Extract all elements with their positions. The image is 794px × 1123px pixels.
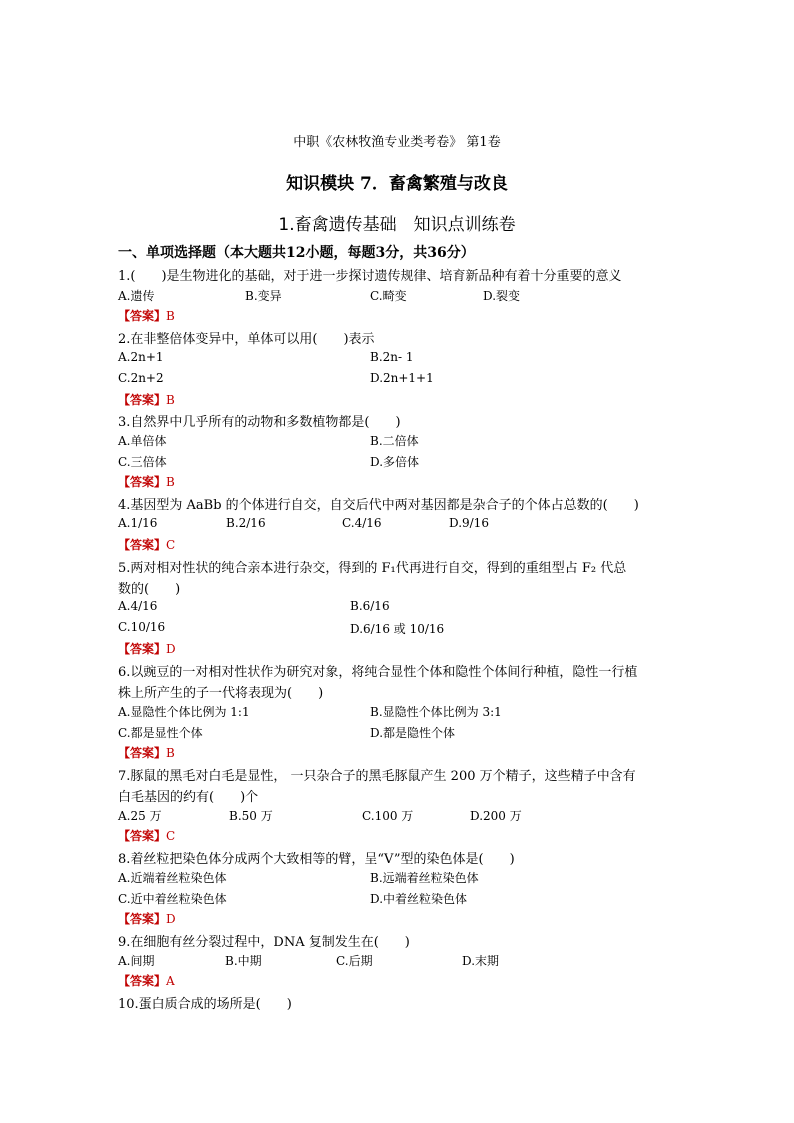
answer-label: 【答案】 [118,475,167,489]
question-stem-continued: 白毛基因的约有( )个 [118,790,259,805]
option-d: D.6/16 或 10/16 [350,622,445,636]
question-stem-continued: 株上所产生的子一代将表现为( ) [118,686,324,701]
answer-label: 【答案】 [118,746,167,760]
option-d: D.中着丝粒染色体 [370,892,468,906]
answer-label: 【答案】 [118,829,167,843]
option-a: A.2n+1 [118,350,164,364]
option-b: B.50 万 [229,809,273,823]
answer-line [118,391,175,408]
answer-label: 【答案】 [118,309,167,323]
section-heading: 一、单项选择题（本大题共12小题，每题3分，共36分） [118,245,475,261]
answer-line [118,910,176,927]
option-a: A.遗传 [118,289,155,303]
option-d: D.都是隐性个体 [370,726,456,740]
question-stem: 4.基因型为 AaBb 的个体进行自交，自交后代中两对基因都是杂合子的个体占总数的( ) [118,498,639,513]
question-stem: 3.自然界中几乎所有的动物和多数植物都是( ) [118,415,401,430]
option-b: B.显隐性个体比例为 3:1 [370,705,502,719]
option-c: C.后期 [336,954,373,968]
answer-line [118,972,175,989]
answer-line [118,744,175,761]
option-d: D.裂变 [483,289,521,303]
question-stem: 1.( )是生物进化的基础，对于进一步探讨遗传规律、培育新品种有着十分重要的意义 [118,269,622,284]
answer-value: B [166,309,175,323]
option-a: A.4/16 [118,599,158,613]
option-b: B.二倍体 [370,434,419,448]
option-c: C.10/16 [118,620,166,634]
answer-line [118,473,175,490]
option-d: D.9/16 [449,516,489,530]
answer-value: C [166,538,176,552]
question-stem-continued: 数的( ) [118,582,181,597]
answer-value: B [166,393,175,407]
option-a: A.1/16 [118,516,158,530]
answer-value: C [166,829,176,843]
answer-value: B [166,475,175,489]
option-c: C.100 万 [362,809,414,823]
question-stem: 7.豚鼠的黑毛对白毛是显性， 一只杂合子的黑毛豚鼠产生 200 万个精子，这些精子中含有 [118,769,636,784]
option-a: A.间期 [118,954,155,968]
option-c: C.三倍体 [118,455,167,469]
option-c: C.近中着丝粒染色体 [118,892,227,906]
option-b: B.6/16 [350,599,390,613]
option-b: B.远端着丝粒染色体 [370,871,479,885]
answer-line [118,827,175,844]
option-d: D.末期 [462,954,500,968]
option-c: C.2n+2 [118,371,164,385]
sub-title: 1.畜禽遗传基础 知识点训练卷 [278,215,516,235]
answer-value: B [166,746,175,760]
answer-value: D [166,642,176,656]
answer-value: A [166,974,175,988]
question-stem: 5.两对相对性状的纯合亲本进行杂交，得到的 F₁代再进行自交，得到的重组型占 F₂ 代总 [118,561,627,576]
option-a: A.显隐性个体比例为 1:1 [118,705,250,719]
option-b: B.2/16 [226,516,266,530]
answer-line [118,307,175,324]
answer-label: 【答案】 [118,642,167,656]
answer-label: 【答案】 [118,393,167,407]
module-title: 知识模块 7．畜禽繁殖与改良 [286,174,508,194]
answer-label: 【答案】 [118,912,167,926]
option-c: C.畸变 [370,289,407,303]
answer-line [118,536,175,553]
question-stem: 8.着丝粒把染色体分成两个大致相等的臂，呈“V”型的染色体是( ) [118,852,515,867]
option-b: B.变异 [245,289,282,303]
option-b: B.中期 [225,954,262,968]
question-stem: 6.以豌豆的一对相对性状作为研究对象，将纯合显性个体和隐性个体间行种植，隐性一行植 [118,665,638,680]
answer-line [118,640,176,657]
exam-title: 中职《农林牧渔专业类考卷》 第1卷 [293,135,501,150]
question-stem: 10.蛋白质合成的场所是( ) [118,997,292,1012]
answer-label: 【答案】 [118,538,167,552]
question-stem: 2.在非整倍体变异中，单体可以用( )表示 [118,332,375,347]
option-a: A.单倍体 [118,434,167,448]
option-d: D.多倍体 [370,455,420,469]
option-a: A.近端着丝粒染色体 [118,871,227,885]
option-d: D.200 万 [470,809,522,823]
option-c: C.4/16 [342,516,382,530]
answer-label: 【答案】 [118,974,167,988]
option-c: C.都是显性个体 [118,726,203,740]
answer-value: D [166,912,176,926]
option-b: B.2n- 1 [370,350,414,364]
option-d: D.2n+1+1 [370,371,434,385]
question-stem: 9.在细胞有丝分裂过程中，DNA 复制发生在( ) [118,935,410,950]
option-a: A.25 万 [118,809,162,823]
